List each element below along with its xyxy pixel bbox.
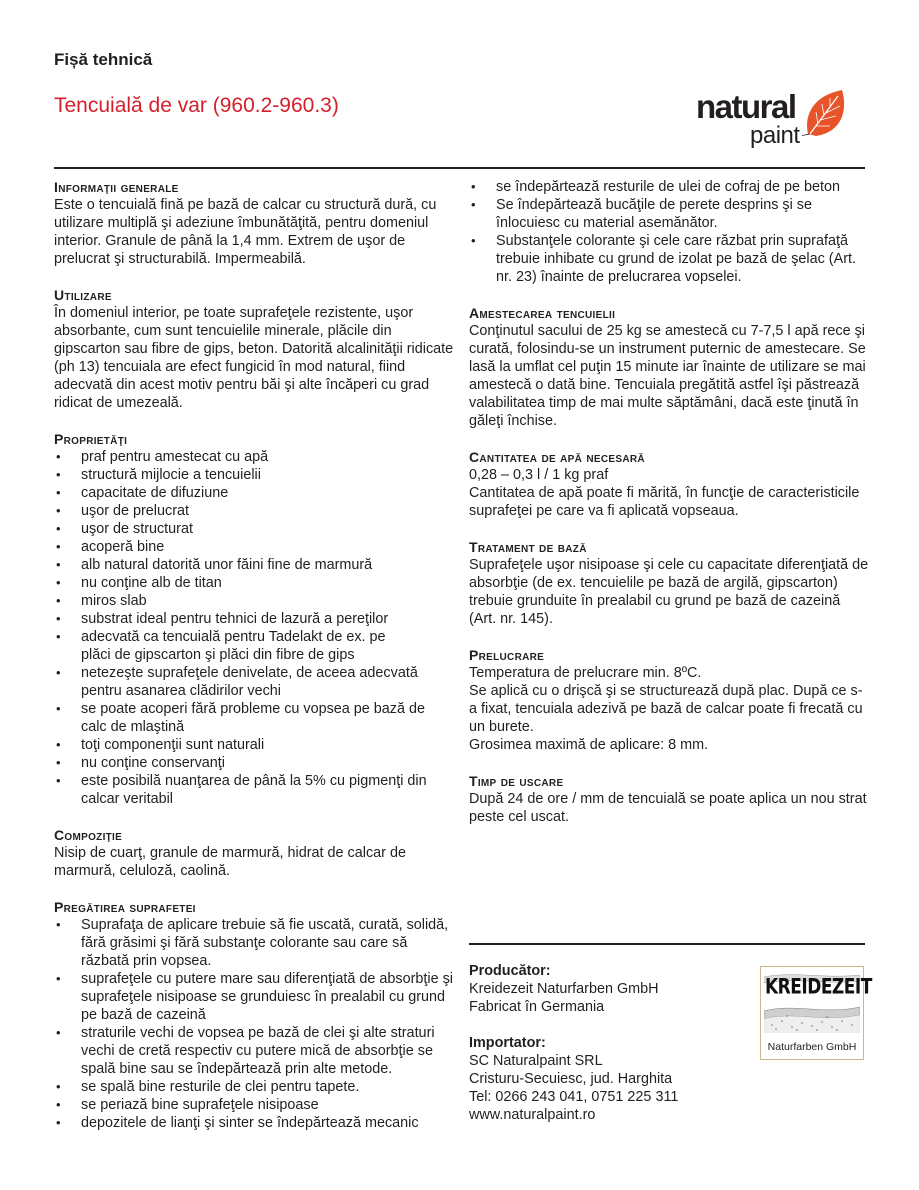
section-text: Conţinutul sacului de 25 kg se amestecă cu 7-7,5 l apă rece şi curată, folosindu-se un instrument puternic de amestecare. Se lasă la umflat cel puţin 15 minute iar înainte de utilizare se mai amestecă o dată bine. Tencuiala pregătită astfel îşi păstrează valabilitatea timp de mai multe săptămâni, dacă este ţinută în găleţi închise. — [469, 323, 866, 429]
properties-list — [54, 448, 454, 808]
processing-temperature: Temperatura de prelucrare min. 8ºC. — [469, 665, 702, 681]
list-item: • uşor de prelucrat — [54, 502, 454, 520]
section-pregatirea-suprafetei — [54, 898, 454, 1132]
producer-name: Kreidezeit Naturfarben GmbH — [469, 981, 659, 997]
section-compozitie — [54, 826, 454, 880]
max-thickness: Grosimea maximă de aplicare: 8 mm. — [469, 737, 709, 753]
producer-origin: Fabricat în Germania — [469, 999, 605, 1015]
logo-word-paint: paint — [750, 122, 800, 149]
section-pregatirea-continued — [469, 178, 869, 286]
preparation-list — [54, 916, 454, 1132]
product-title: Tencuială de var (960.2-960.3) — [54, 94, 339, 117]
list-item: • capacitate de difuziune — [54, 484, 454, 502]
list-item: • Substanţele colorante şi cele care răzbat prin suprafaţă trebuie inhibate cu grund de izolat pe bază de şelac (Art. nr. 23) înainte de prelucrarea vopselei. — [469, 232, 869, 286]
naturalpaint-logo — [696, 86, 856, 152]
list-item: • straturile vechi de vopsea pe bază de clei şi alte straturi vechi de cretă respectiv cu putere mică de absorbţie se spală bine sau se îndepărtează prin alte metode. — [54, 1024, 454, 1078]
section-heading: Pregătirea suprafetei — [54, 899, 196, 915]
right-column — [469, 178, 869, 844]
section-heading: Prelucrare — [469, 647, 545, 663]
section-heading: Compoziţie — [54, 827, 123, 843]
section-cantitatea-de-apa — [469, 448, 869, 520]
section-text: În domeniul interior, pe toate suprafeţele rezistente, uşor absorbante, cum sunt tencuielile minerale, plăcile din gipscarton sau fibre de gips, beton. Datorită alcalinităţii ridicate (ph 13) tencuiala are efect fungicid în mod natural, fiind adecvată din acest motiv pentru băi şi alte încăperi cu grad ridicat de umezeală. — [54, 305, 454, 411]
importer-address: Cristuru-Secuiesc, jud. Harghita — [469, 1071, 673, 1087]
list-item: • se poate acoperi fără probleme cu vopsea pe bază de calc de mlaştină — [54, 700, 454, 736]
section-heading: Utilizare — [54, 287, 112, 303]
importer-website[interactable]: www.naturalpaint.ro — [469, 1107, 596, 1123]
list-item: • structură mijlocie a tencuielii — [54, 466, 454, 484]
list-item: • toţi componenţii sunt naturali — [54, 736, 454, 754]
list-item: • uşor de structurat — [54, 520, 454, 538]
section-text: Nisip de cuarţ, granule de marmură, hidrat de calcar de marmură, celuloză, caolină. — [54, 845, 406, 879]
footer-divider — [469, 943, 865, 945]
section-utilizare — [54, 286, 454, 412]
section-text: Este o tencuială fină pe bază de calcar cu structură dură, cu utilizare multiplă şi adeziune îmbunătăţită, pentru domeniul interior. Granule de până la 1,4 mm. Extrem de uşor de prelucrat şi structurabilă. Impermeabilă. — [54, 197, 437, 267]
list-item: • suprafeţele cu putere mare sau diferenţiată de absorbţie şi suprafeţele nisipoase se grunduiesc în prealabil cu grund pe bază de cazeină — [54, 970, 454, 1024]
list-item: • netezeşte suprafeţele denivelate, de aceea adecvată pentru asanarea clădirilor vechi — [54, 664, 454, 700]
section-heading: Proprietăţi — [54, 431, 128, 447]
section-text: Cantitatea de apă poate fi mărită, în funcţie de caracteristicile suprafeţei pe care va fi aplicată vopseaua. — [469, 485, 860, 519]
section-heading: Cantitatea de apă necesară — [469, 449, 645, 465]
importer-label: Importator: — [469, 1035, 546, 1051]
list-item: • acoperă bine — [54, 538, 454, 556]
section-text: Se aplică cu o drişcă şi se structurează după plac. După ce s-a fixat, tencuiala adezivă pe bază de calcar poate fi frecată cu un burete. — [469, 683, 863, 735]
list-item: • se spală bine resturile de clei pentru tapete. — [54, 1078, 454, 1096]
preparation-list-continued — [469, 178, 869, 286]
list-item: • substrat ideal pentru tehnici de lazură a pereţilor — [54, 610, 454, 628]
contact-block — [469, 962, 729, 1124]
document-type-label: Fișă tehnică — [54, 50, 153, 69]
section-heading: Amestecarea tencuielii — [469, 305, 616, 321]
list-item: • miros slab — [54, 592, 454, 610]
list-item: • alb natural datorită unor făini fine de marmură — [54, 556, 454, 574]
water-ratio: 0,28 – 0,3 l / 1 kg praf — [469, 467, 609, 483]
producer-label: Producător: — [469, 963, 551, 979]
list-item: • depozitele de lianţi şi sinter se îndepărtează mecanic — [54, 1114, 454, 1132]
section-amestecarea-tencuielii — [469, 304, 869, 430]
kreidezeit-subtitle: Naturfarben GmbH — [767, 1041, 857, 1053]
section-heading: Timp de uscare — [469, 773, 564, 789]
leaf-icon — [802, 86, 850, 142]
section-proprietati — [54, 430, 454, 808]
section-heading: Tratament de bază — [469, 539, 587, 555]
section-timp-de-uscare — [469, 772, 869, 826]
list-item: • nu conţine conservanţi — [54, 754, 454, 772]
section-informatii-generale — [54, 178, 454, 268]
list-item: • praf pentru amestecat cu apă — [54, 448, 454, 466]
list-item: • nu conţine alb de titan — [54, 574, 454, 592]
kreidezeit-wordmark: KREIDEZEIT — [765, 974, 872, 1000]
logo-word-natural: natural — [696, 88, 796, 125]
section-prelucrare — [469, 646, 869, 754]
list-item: • se periază bine suprafeţele nisipoase — [54, 1096, 454, 1114]
section-heading: Informaţii generale — [54, 179, 179, 195]
left-column — [54, 178, 454, 1150]
list-item: • Suprafaţa de aplicare trebuie să fie uscată, curată, solidă, fără grăsimi şi fără substanţe colorante sau care să răzbată prin vopsea. — [54, 916, 454, 970]
importer-name: SC Naturalpaint SRL — [469, 1053, 603, 1069]
list-item: • se îndepărtează resturile de ulei de cofraj de pe beton — [469, 178, 869, 196]
kreidezeit-logo — [760, 966, 872, 1060]
section-tratament-de-baza — [469, 538, 869, 628]
list-item: • adecvată ca tencuială pentru Tadelakt de ex. pe plăci de gipscarton şi plăci din fibre de gips — [54, 628, 454, 664]
section-text: Suprafeţele uşor nisipoase şi cele cu capacitate diferenţiată de absorbţie (de ex. tencuielile pe bază de argilă, gipscarton) trebuie grunduite în prealabil cu grund pe bază de cazeină (Art. nr. 145). — [469, 557, 869, 627]
importer-phone: Tel: 0266 243 041, 0751 225 311 — [469, 1089, 679, 1105]
list-item: • Se îndepărtează bucăţile de perete desprins şi se înlocuiesc cu material asemănător. — [469, 196, 869, 232]
list-item: • este posibilă nuanţarea de până la 5% cu pigmenţi din calcar veritabil — [54, 772, 454, 808]
header-divider — [54, 167, 865, 169]
section-text: După 24 de ore / mm de tencuială se poate aplica un nou strat peste cel uscat. — [469, 791, 867, 825]
